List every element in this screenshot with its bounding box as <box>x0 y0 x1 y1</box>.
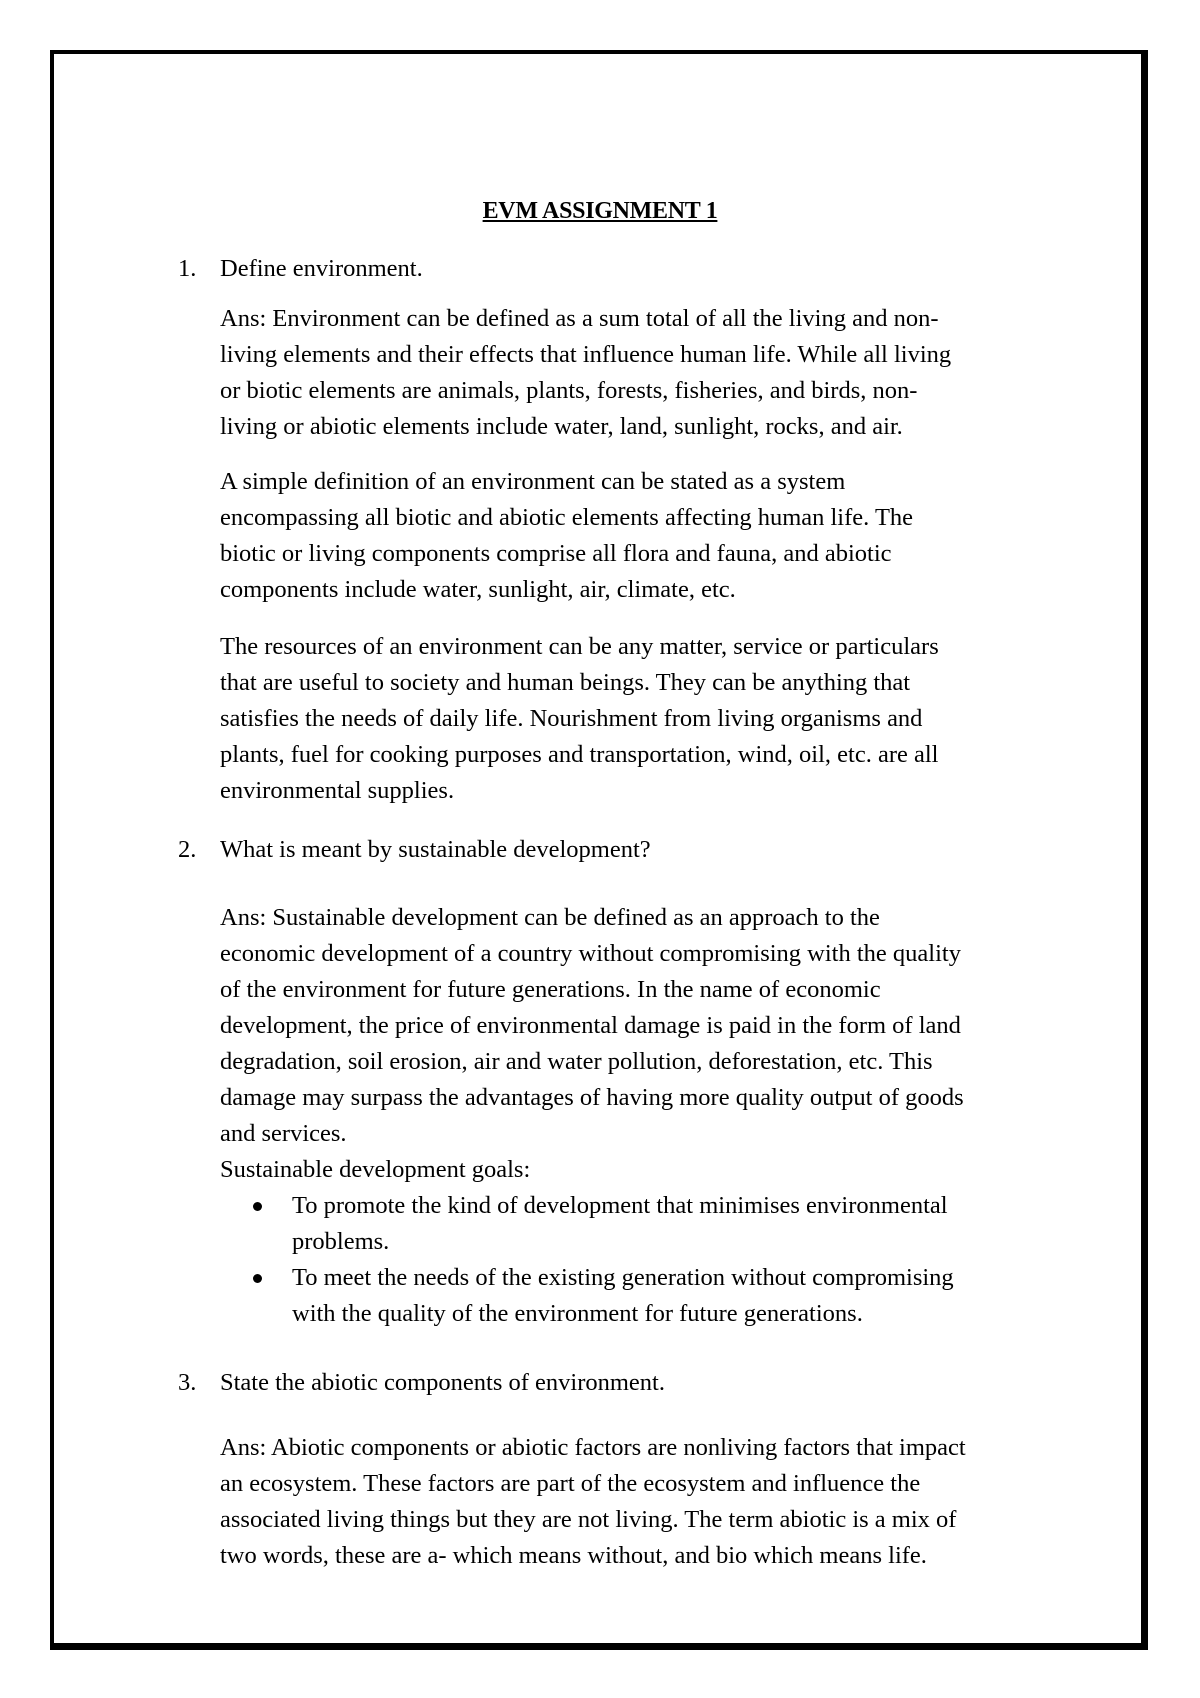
question-number: 3. <box>178 1369 197 1396</box>
question-text: State the abiotic components of environment. <box>220 1369 665 1396</box>
question-number: 1. <box>178 255 197 282</box>
answer-1-paragraph-3 <box>220 629 1120 809</box>
text-line: economic development of a country without compromising with the quality <box>220 940 961 967</box>
text-line: To promote the kind of development that minimises environmental <box>292 1192 948 1219</box>
sustainable-goals-list <box>220 1188 954 1332</box>
text-line: associated living things but they are not living. The term abiotic is a mix of <box>220 1506 957 1533</box>
text-line: or biotic elements are animals, plants, forests, fisheries, and birds, non- <box>220 377 918 404</box>
answer-3-paragraph-1 <box>220 1430 1120 1574</box>
document-title: EVM ASSIGNMENT 1 <box>482 198 718 224</box>
text-line: of the environment for future generations. In the name of economic <box>220 976 881 1003</box>
answer-2-paragraph-1 <box>220 900 1120 1188</box>
text-line: degradation, soil erosion, air and water pollution, deforestation, etc. This <box>220 1048 933 1075</box>
text-line: an ecosystem. These factors are part of the ecosystem and influence the <box>220 1470 921 1497</box>
text-line: that are useful to society and human beings. They can be anything that <box>220 669 911 696</box>
answer-1-paragraph-2 <box>220 464 1120 608</box>
text-line: Sustainable development goals: <box>220 1156 531 1183</box>
question-text: Define environment. <box>220 255 423 282</box>
text-line: damage may surpass the advantages of having more quality output of goods <box>220 1084 964 1111</box>
text-line: plants, fuel for cooking purposes and transportation, wind, oil, etc. are all <box>220 741 939 768</box>
text-line: The resources of an environment can be any matter, service or particulars <box>220 633 939 660</box>
question-1 <box>178 251 423 287</box>
text-line: development, the price of environmental damage is paid in the form of land <box>220 1012 961 1039</box>
text-line: two words, these are a- which means without, and bio which means life. <box>220 1542 927 1569</box>
list-item <box>220 1188 954 1260</box>
text-line: components include water, sunlight, air, climate, etc. <box>220 576 736 603</box>
text-line: Ans: Environment can be defined as a sum total of all the living and non- <box>220 305 939 332</box>
text-line: satisfies the needs of daily life. Nourishment from living organisms and <box>220 705 923 732</box>
text-line: biotic or living components comprise all flora and fauna, and abiotic <box>220 540 892 567</box>
list-item <box>220 1260 954 1332</box>
text-line: environmental supplies. <box>220 777 455 804</box>
bullet-icon <box>253 1274 262 1283</box>
text-line: A simple definition of an environment can be stated as a system <box>220 468 846 495</box>
text-line: To meet the needs of the existing generation without compromising <box>292 1264 954 1291</box>
text-line: Ans: Abiotic components or abiotic factors are nonliving factors that impact <box>220 1434 966 1461</box>
text-line: living elements and their effects that influence human life. While all living <box>220 341 952 368</box>
text-line: and services. <box>220 1120 347 1147</box>
question-2 <box>178 832 651 868</box>
text-line: encompassing all biotic and abiotic elements affecting human life. The <box>220 504 914 531</box>
text-line: problems. <box>292 1228 390 1255</box>
text-line: living or abiotic elements include water, land, sunlight, rocks, and air. <box>220 413 903 440</box>
text-line: Ans: Sustainable development can be defined as an approach to the <box>220 904 880 931</box>
bullet-icon <box>253 1202 262 1211</box>
answer-1-paragraph-1 <box>220 301 1120 445</box>
text-line: with the quality of the environment for future generations. <box>292 1300 863 1327</box>
question-number: 2. <box>178 836 197 863</box>
question-3 <box>178 1365 665 1401</box>
question-text: What is meant by sustainable development? <box>220 836 651 863</box>
